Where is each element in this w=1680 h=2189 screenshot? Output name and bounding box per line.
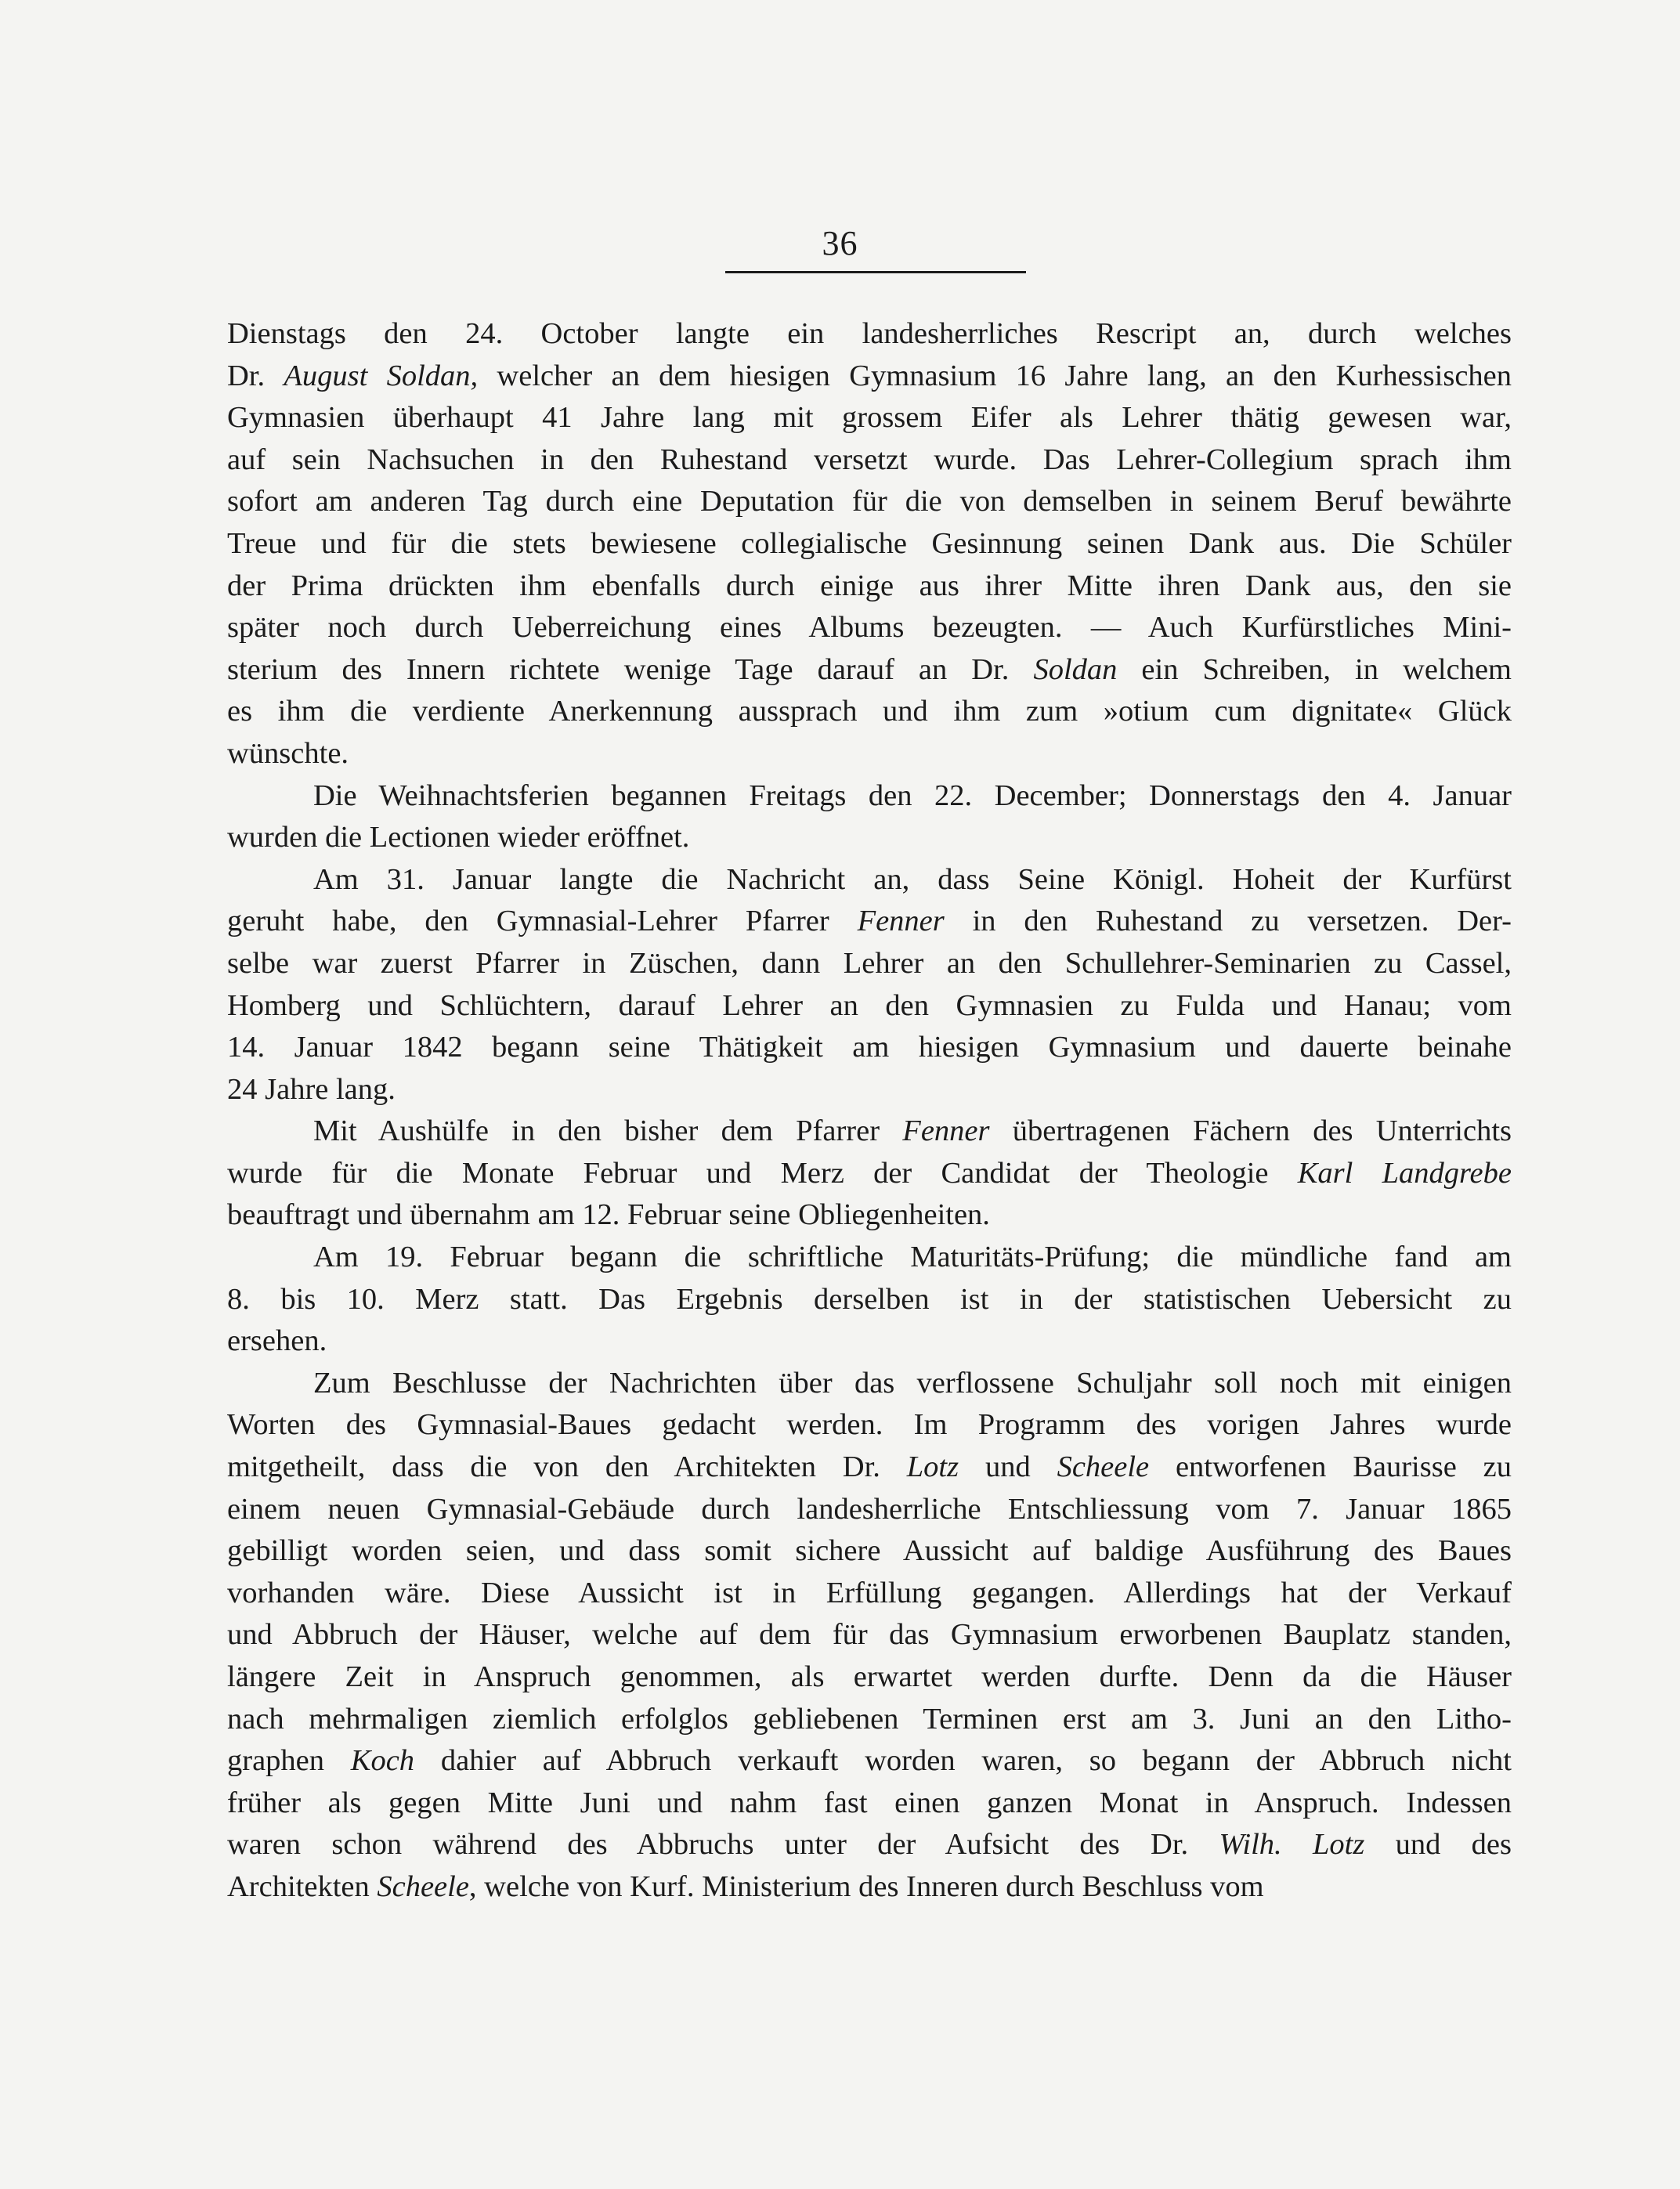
italic-name: Wilh. Lotz bbox=[1219, 1828, 1365, 1862]
text-line: der Prima drückten ihm ebenfalls durch einige aus ihrer Mitte ihren Dank aus, den sie bbox=[227, 569, 1512, 602]
italic-name: Scheele bbox=[1057, 1450, 1150, 1484]
text-line: Dienstags den 24. October langte ein landesherrliches Rescript an, durch welches bbox=[227, 317, 1512, 350]
italic-name: Koch bbox=[350, 1744, 415, 1778]
text-line: graphen Koch dahier auf Abbruch verkauft worden waren, so begann der Abbruch nicht bbox=[227, 1744, 1512, 1778]
text-line: 8. bis 10. Merz statt. Das Ergebnis derselben ist in der statistischen Uebersicht zu bbox=[227, 1282, 1512, 1316]
paragraph-gymnasium-building bbox=[227, 1363, 1512, 1909]
text-line: Am 31. Januar langte die Nachricht an, dass Seine Königl. Hoheit der Kurfürst bbox=[313, 862, 1512, 896]
text-line: Mit Aushülfe in den bisher dem Pfarrer Fenner übertragenen Fächern des Unterrichts bbox=[313, 1114, 1512, 1148]
italic-name: Scheele bbox=[377, 1869, 469, 1903]
text-line: Treue und für die stets bewiesene collegialische Gesinnung seinen Dank aus. Die Schüler bbox=[227, 526, 1512, 560]
text-line: selbe war zuerst Pfarrer in Züschen, dann Lehrer an den Schullehrer-Seminarien zu Cassel, bbox=[227, 946, 1512, 980]
text-line: waren schon während des Abbruchs unter der Aufsicht des Dr. Wilh. Lotz und des bbox=[227, 1828, 1512, 1862]
text-line: vorhanden wäre. Diese Aussicht ist in Erfüllung gegangen. Allerdings hat der Verkauf bbox=[227, 1576, 1512, 1609]
text-line: gebilligt worden seien, und dass somit sichere Aussicht auf baldige Ausführung des Baues bbox=[227, 1534, 1512, 1568]
text-line: längere Zeit in Anspruch genommen, als erwartet werden durfte. Denn da die Häuser bbox=[227, 1660, 1512, 1693]
text-line: Am 19. Februar begann die schriftliche Maturitäts-Prüfung; die mündliche fand am bbox=[313, 1241, 1512, 1274]
text-line: 24 Jahre lang. bbox=[227, 1072, 396, 1106]
body-text bbox=[227, 313, 1512, 1909]
text-line: wurden die Lectionen wieder eröffnet. bbox=[227, 821, 690, 854]
paragraph-christmas-holidays bbox=[227, 775, 1512, 859]
text-line: 14. Januar 1842 begann seine Thätigkeit am hiesigen Gymnasium und dauerte beinahe bbox=[227, 1031, 1512, 1064]
text-line: nach mehrmaligen ziemlich erfolglos gebliebenen Terminen erst am 3. Juni an den Litho- bbox=[227, 1702, 1512, 1736]
italic-name: Fenner bbox=[857, 905, 945, 938]
text-line: mitgetheilt, dass die von den Architekten Dr. Lotz und Scheele entworfenen Baurisse zu bbox=[227, 1450, 1512, 1484]
italic-name: August Soldan, bbox=[284, 359, 479, 392]
text-line: wünschte. bbox=[227, 736, 349, 770]
header-rule bbox=[725, 271, 1026, 273]
text-line: auf sein Nachsuchen in den Ruhestand versetzt wurde. Das Lehrer-Collegium sprach ihm bbox=[227, 442, 1512, 476]
text-line: beauftragt und übernahm am 12. Februar seine Obliegenheiten. bbox=[227, 1198, 990, 1232]
italic-name: Fenner bbox=[902, 1114, 990, 1148]
text-line: ersehen. bbox=[227, 1324, 327, 1358]
italic-name: Lotz bbox=[906, 1450, 959, 1484]
paragraph-fenner-retirement bbox=[227, 859, 1512, 1111]
paragraph-soldan-retirement bbox=[227, 313, 1512, 775]
text-line: später noch durch Ueberreichung eines Albums bezeugten. — Auch Kurfürstliches Mini- bbox=[227, 611, 1512, 645]
text-line: und Abbruch der Häuser, welche auf dem für das Gymnasium erworbenen Bauplatz standen, bbox=[227, 1618, 1512, 1652]
text-line: Homberg und Schlüchtern, darauf Lehrer an den Gymnasien zu Fulda und Hanau; vom bbox=[227, 988, 1512, 1022]
text-line: Gymnasien überhaupt 41 Jahre lang mit grossem Eifer als Lehrer thätig gewesen war, bbox=[227, 401, 1512, 435]
text-line: Die Weihnachtsferien begannen Freitags den 22. December; Donnerstags den 4. Januar bbox=[313, 778, 1512, 812]
italic-name: Soldan bbox=[1033, 652, 1118, 686]
text-line: sofort am anderen Tag durch eine Deputation für die von demselben in seinem Beruf bewährte bbox=[227, 485, 1512, 518]
page-number: 36 bbox=[822, 224, 858, 262]
text-line: einem neuen Gymnasial-Gebäude durch landesherrliche Entschliessung vom 7. Januar 1865 bbox=[227, 1492, 1512, 1526]
paragraph-landgrebe-substitute bbox=[227, 1111, 1512, 1237]
text-line: Zum Beschlusse der Nachrichten über das verflossene Schuljahr soll noch mit einigen bbox=[313, 1366, 1512, 1400]
paragraph-maturity-exam bbox=[227, 1237, 1512, 1363]
italic-name: Karl Landgrebe bbox=[1297, 1156, 1512, 1190]
text-line: Dr. August Soldan, welcher an dem hiesigen Gymnasium 16 Jahre lang, an den Kurhessischen bbox=[227, 359, 1512, 392]
text-line: sterium des Innern richtete wenige Tage darauf an Dr. Soldan ein Schreiben, in welchem bbox=[227, 652, 1512, 686]
text-line: wurde für die Monate Februar und Merz der Candidat der Theologie Karl Landgrebe bbox=[227, 1156, 1512, 1190]
text-line: geruht habe, den Gymnasial-Lehrer Pfarrer Fenner in den Ruhestand zu versetzen. Der- bbox=[227, 905, 1512, 938]
text-line: es ihm die verdiente Anerkennung aussprach und ihm zum »otium cum dignitate« Glück bbox=[227, 695, 1512, 728]
text-line: Architekten Scheele, welche von Kurf. Ministerium des Inneren durch Beschluss vom bbox=[227, 1869, 1264, 1903]
text-line: früher als gegen Mitte Juni und nahm fast einen ganzen Monat in Anspruch. Indessen bbox=[227, 1786, 1512, 1819]
text-line: Worten des Gymnasial-Baues gedacht werden. Im Programm des vorigen Jahres wurde bbox=[227, 1408, 1512, 1442]
